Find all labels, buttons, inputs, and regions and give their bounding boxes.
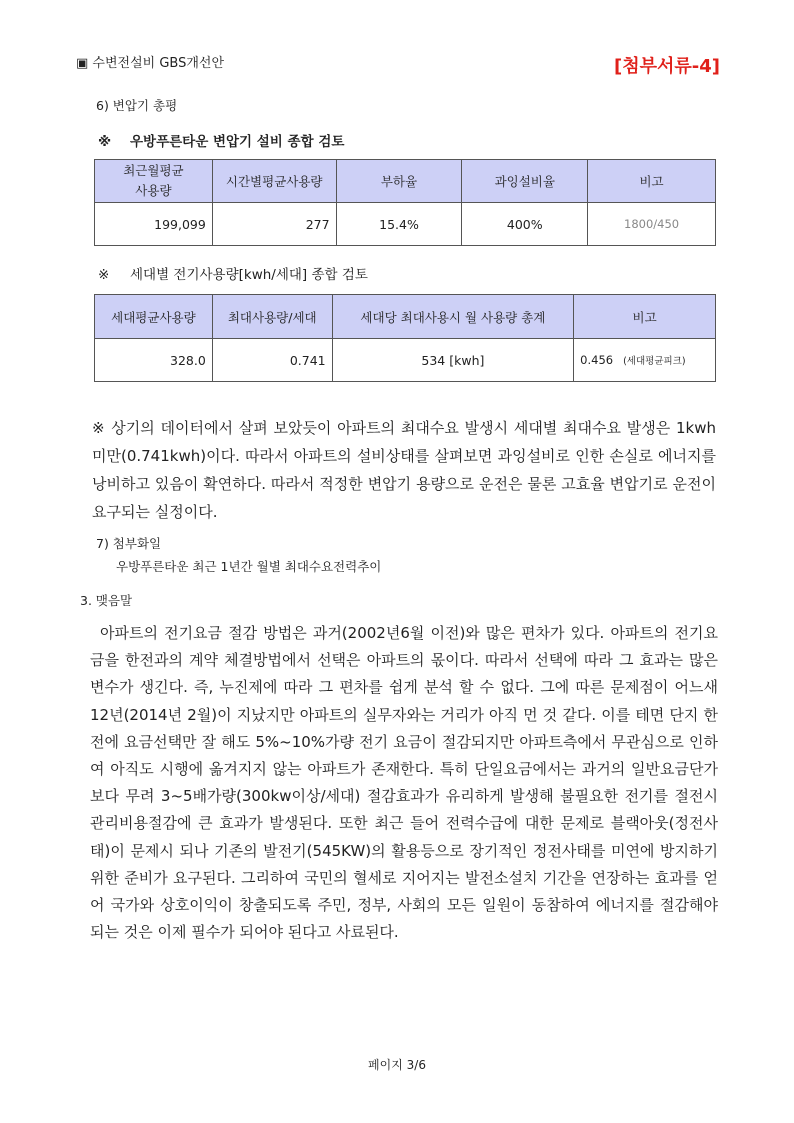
table-header-cell: 비고 [574,295,716,339]
table-cell: 0.741 [212,339,332,382]
table-header-row [95,160,716,203]
conclusion-paragraph: 아파트의 전기요금 절감 방법은 과거(2002년6월 이전)와 많은 편차가 있다. 아파트의 전기요금을 한전과의 계약 체결방법에서 선택은 아파트의 몫이다. 따라서 선택에 따라 그 효과는 많은 변수가 생긴다. 즉, 누진제에 따라 그 편차를 쉽게 분석 할 수 없다. 그에 따른 문제점이 어느새 12년(2014년 2월)이 지났지만 아파트의 실무자와는 거리가 아직 먼 것 같다. 이를 테면 단지 한전에 요금선택만 잘 해도 5%~10%가량 전기 요금이 절감되지만 아파트측에서 무관심으로 인하여 아직도 시행에 옮겨지지 않는 아파트가 존재한다. 특히 단일요금에서는 과거의 일반요금단가보다 무려 3~5배가량(300kw이상/세대) 절감효과가 유리하게 발생해 불필요한 전기를 절전시 관리비용절감에 큰 효과가 발생된다. 또한 최근 들어 전력수급에 대한 문제로 블랙아웃(정전사태)이 문제시 되나 기존의 발전기(545KW)의 활용등으로 장기적인 정전사태를 미연에 방지하기 위한 준비가 요구된다. 그리하여 국민의 혈세로 지어지는 발전소설치 기간을 연장하는 효과를 얻어 국가와 상호이익이 창출되도록 주민, 정부, 사회의 모든 일원이 동참하여 에너지를 절감해야 되는 것은 이제 필수가 되어야 된다고 사료된다. [90,624,718,942]
table-header-cell: 최대사용량/세대 [212,295,332,339]
document-header-title: ▣ 수변전설비 GBS개선안 [76,56,225,71]
table-header-row [95,295,716,339]
table-cell: 534 [kwh] [332,339,574,382]
table-cell: 15.4% [336,203,462,246]
section-6-title: 6) 변압기 총평 [96,98,178,113]
table-cell: 199,099 [95,203,213,246]
peak-value: 0.456 [580,353,614,367]
section-3-title: 3. 맺음말 [80,593,133,608]
table-cell: 328.0 [95,339,213,382]
table-header-cell: 최근월평균 사용량 [95,160,213,203]
table1-title: 우방푸른타운 변압기 설비 종합 검토 [130,134,345,150]
table-header-cell: 비고 [588,160,716,203]
section-7-title: 7) 첨부화일 [96,536,162,551]
table2-title: 세대별 전기사용량[kwh/세대] 종합 검토 [130,267,368,283]
table-row [95,339,716,382]
transformer-review-table [94,159,716,246]
household-usage-table [94,294,716,382]
table-cell: 1800/450 [588,203,716,246]
attachment-label: [첨부서류-4] [614,56,720,77]
table-cell: 277 [212,203,336,246]
table-cell: 400% [462,203,588,246]
table-row [95,203,716,246]
table-header-cell: 부하율 [336,160,462,203]
page-number: 페이지 3/6 [368,1058,426,1072]
summary-note: ※ 상기의 데이터에서 살펴 보았듯이 아파트의 최대수요 발생시 세대별 최대수요 발생은 1kwh 미만(0.741kwh)이다. 따라서 아파트의 설비상태를 살펴보면 과잉설비로 인한 손실로 에너지를 낭비하고 있음이 확연하다. 따라서 적정한 변압기 용량으로 운전은 물론 고효율 변압기로 운전이 요구되는 실정이다. [92,419,716,521]
table-header-cell: 시간별평균사용량 [212,160,336,203]
table-header-cell: 세대평균사용량 [95,295,213,339]
reference-mark: ※ [98,134,112,150]
table-header-cell: 세대당 최대사용시 월 사용량 총계 [332,295,574,339]
reference-mark: ※ [98,267,110,283]
table-cell [574,339,716,382]
table2-caption [98,263,368,283]
attachment-item: 우방푸른타운 최근 1년간 월별 최대수요전력추이 [116,559,382,574]
table-header-cell: 과잉설비율 [462,160,588,203]
peak-note: (세대평균피크) [623,356,686,367]
table1-caption [98,130,344,150]
